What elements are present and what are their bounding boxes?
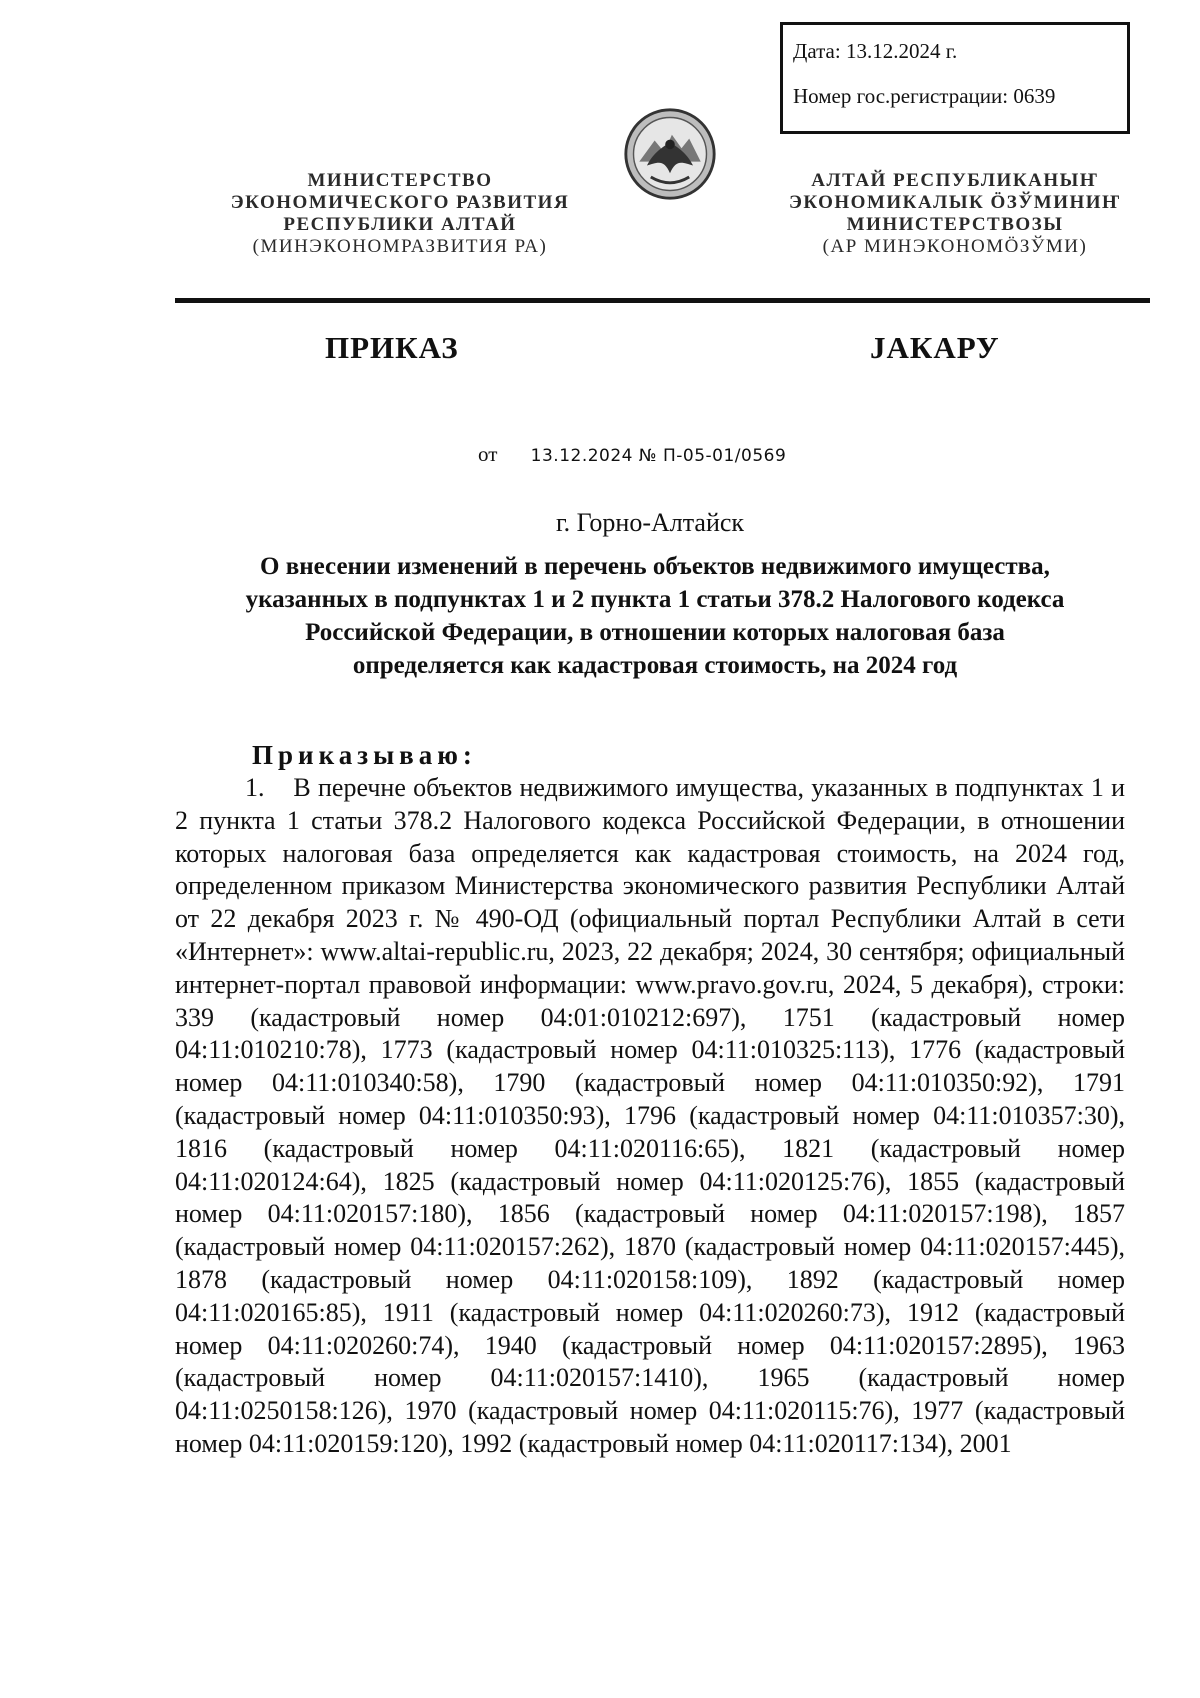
coat-of-arms-icon <box>622 106 718 202</box>
order-date-number <box>478 442 786 467</box>
ministry-ru-line-4: (МИНЭКОНОМРАЗВИТИЯ РА) <box>252 236 548 257</box>
registration-date-label: Дата: <box>793 39 841 63</box>
order-title-russian: ПРИКАЗ <box>325 330 459 365</box>
ministry-name-russian <box>200 170 600 258</box>
registration-date-row <box>793 39 1127 64</box>
registration-number-value: 0639 <box>1013 84 1056 109</box>
ministry-alt-line-3: МИНИСТЕРСТВОЗЫ <box>846 214 1064 235</box>
city-line: г. Горно-Алтайск <box>555 508 745 537</box>
registration-number-row <box>793 84 1127 109</box>
registration-date-value: 13.12.2024 г. <box>845 39 958 63</box>
order-number: 13.12.2024 № П-05-01/0569 <box>530 446 787 466</box>
document-heading: О внесении изменений в перечень объектов недвижимого имущества, указанных в подпунктах 1 и 2 пункта 1 статьи 378.2 Налогового кодекса Российской Федерации, в отношении которых налоговая база определяется как кадастровая стоимость, на 2024 год <box>245 553 1065 679</box>
registration-box <box>780 22 1130 134</box>
ministry-ru-line-2: ЭКОНОМИЧЕСКОГО РАЗВИТИЯ <box>230 192 570 213</box>
decree-word: Приказываю: <box>252 740 477 770</box>
ministry-alt-line-1: АЛТАЙ РЕСПУБЛИКАНЫҤ <box>811 170 1099 191</box>
paragraph-1: 1. В перечне объектов недвижимого имущества, указанных в подпунктах 1 и 2 пункта 1 статьи 378.2 Налогового кодекса Российской Федерации, в отношении которых налоговая база определяется как кадастровая стоимость, на 2024 год, определенном приказом Министерства экономического развития Республики Алтай от 22 декабря 2023 г. № 490-ОД (официальный портал Республики Алтай в сети «Интернет»: www.altai-republic.ru, 2023, 22 декабря; 2024, 30 сентября; официальный интернет-портал правовой информации: www.pravo.gov.ru, 2024, 5 декабря), строки: 339 (кадастровый номер 04:01:010212:697), 1751 (кадастровый номер 04:11:010210:78), 1773 (кадастровый номер 04:11:010325:113), 1776 (кадастровый номер 04:11:010340:58), 1790 (кадастровый номер 04:11:010350:92), 1791 (кадастровый номер 04:11:010350:93), 1796 (кадастровый номер 04:11:010357:30), 1816 (кадастровый номер 04:11:020116:65), 1821 (кадастровый номер 04:11:020124:64), 1825 (кадастровый номер 04:11:020125:76), 1855 (кадастровый номер 04:11:020157:180), 1856 (кадастровый номер 04:11:020157:198), 1857 (кадастровый номер 04:11:020157:262), 1870 (кадастровый номер 04:11:020157:445), 1878 (кадастровый номер 04:11:020158:109), 1892 (кадастровый номер 04:11:020165:85), 1911 (кадастровый номер 04:11:020260:73), 1912 (кадастровый номер 04:11:020260:74), 1940 (кадастровый номер 04:11:020157:2895), 1963 (кадастровый номер 04:11:020157:1410), 1965 (кадастровый номер 04:11:0250158:126), 1970 (кадастровый номер 04:11:020115:76), 1977 (кадастровый номер 04:11:020159:120), 1992 (кадастровый номер 04:11:020117:134), 2001 <box>175 773 1125 1458</box>
order-title-altai: JАКАРУ <box>870 330 1000 365</box>
ministry-ru-line-3: РЕСПУБЛИКИ АЛТАЙ <box>283 214 517 235</box>
order-from-label: от <box>478 442 498 466</box>
ministry-ru-line-1: МИНИСТЕРСТВО <box>307 170 493 191</box>
header-divider <box>175 298 1150 303</box>
ministry-alt-line-4: (АР МИНЭКОНОМÖЗЎМИ) <box>822 236 1088 257</box>
ministry-alt-line-2: ЭКОНОМИКАЛЫК ÖЗЎМИНИҤ <box>788 192 1122 213</box>
ministry-name-altai <box>770 170 1140 258</box>
registration-number-label: Номер гос.регистрации: <box>793 84 1009 109</box>
